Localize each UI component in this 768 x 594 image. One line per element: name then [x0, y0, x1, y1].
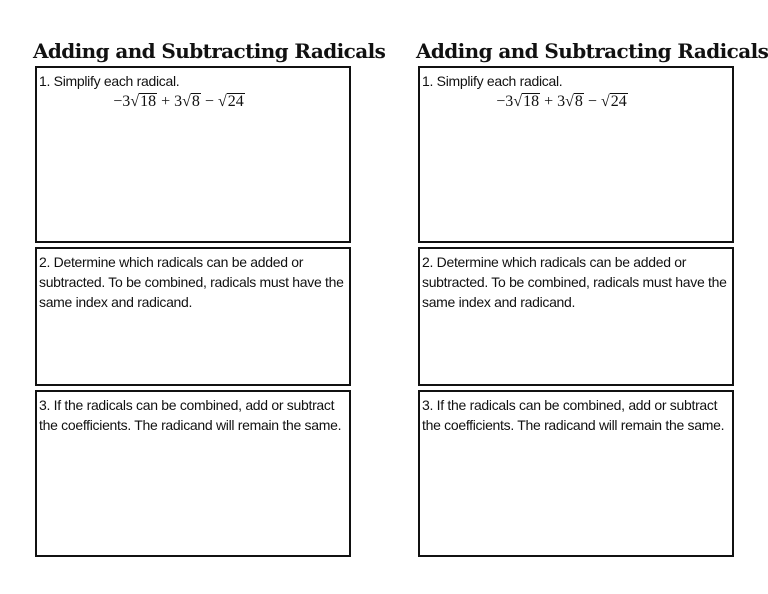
radical-sign: √	[565, 93, 574, 110]
step-2-text: 2. Determine which radicals can be added or subtracted. To be combined, radicals must have the same index and radicand.	[422, 254, 727, 310]
step-3-box	[418, 390, 734, 557]
radical-sign: √	[217, 93, 227, 110]
radical-sign: √	[600, 93, 610, 110]
step-3-text: 3. If the radicals can be combined, add or subtract the coefficients. The radicand will remain the same.	[422, 397, 725, 433]
expression-operator: + 3	[157, 93, 183, 110]
step-1-text: 1. Simplify each radical.	[39, 73, 180, 89]
radical-sign: √	[513, 93, 523, 110]
expression-lead: −3	[496, 93, 514, 110]
radicand: 24	[227, 93, 244, 110]
step-2-box	[35, 247, 351, 386]
step-1-box	[418, 66, 734, 243]
right-panel	[416, 36, 768, 557]
radical-8	[565, 92, 584, 112]
page-title: Adding and Subtracting Radicals	[33, 39, 386, 63]
radicand: 18	[523, 93, 540, 110]
step-2-text: 2. Determine which radicals can be added or subtracted. To be combined, radicals must have the same index and radicand.	[39, 254, 344, 310]
expression-lead: −3	[113, 93, 131, 110]
radical-sign: √	[182, 93, 191, 110]
radical-expression	[422, 92, 730, 112]
step-1-text: 1. Simplify each radical.	[422, 73, 563, 89]
radicand: 8	[191, 93, 200, 110]
step-3-text: 3. If the radicals can be combined, add or subtract the coefficients. The radicand will remain the same.	[39, 397, 342, 433]
expression-operator: −	[583, 93, 601, 110]
radical-18	[513, 92, 540, 112]
radical-expression	[39, 92, 347, 112]
page-title: Adding and Subtracting Radicals	[416, 39, 768, 63]
radical-sign: √	[130, 93, 140, 110]
left-panel	[33, 36, 386, 557]
radical-24	[601, 92, 628, 112]
step-1-box	[35, 66, 351, 243]
radical-24	[218, 92, 245, 112]
step-2-box	[418, 247, 734, 386]
radical-18	[130, 92, 157, 112]
radicand: 8	[574, 93, 583, 110]
radicand: 24	[610, 93, 627, 110]
expression-operator: + 3	[540, 93, 566, 110]
radical-8	[182, 92, 201, 112]
step-3-box	[35, 390, 351, 557]
expression-operator: −	[200, 93, 218, 110]
radicand: 18	[140, 93, 157, 110]
